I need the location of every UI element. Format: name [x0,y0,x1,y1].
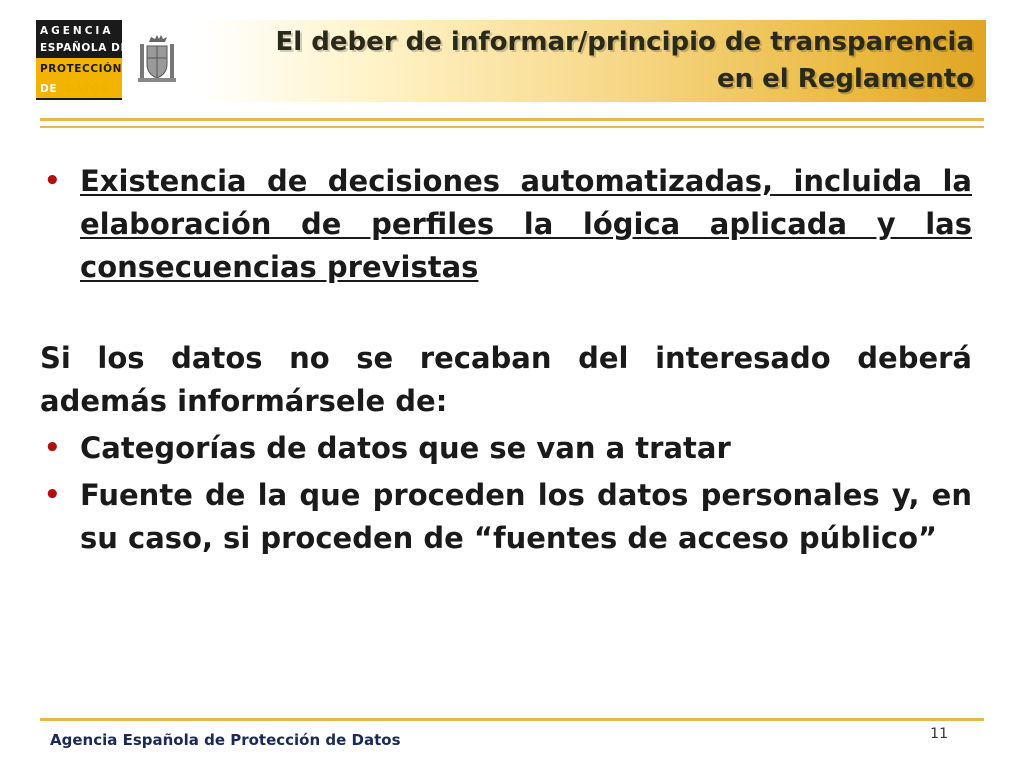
footer-divider [40,718,984,721]
logo-line-1: AGENCIA [40,25,114,37]
bullet-icon: • [44,480,61,510]
logo-line-3: PROTECCIÓN [40,63,123,75]
slide-header [0,0,1024,128]
slide-body [40,160,972,560]
logo-line-2: ESPAÑOLA DE [40,42,129,54]
intro-paragraph: Si los datos no se recaban del interesado deberá además informársele de: [40,341,972,418]
logo-line-4-b: DATOS [65,83,109,95]
bullet-icon: • [44,166,61,196]
logo-line-4-a: DE [40,83,58,95]
header-divider [40,118,984,121]
coat-of-arms-icon [136,34,178,86]
bullet-item-data-source [40,474,972,560]
bullet-text: Categorías de datos que se van a tratar [80,431,731,465]
footer-organization: Agencia Española de Protección de Datos [50,731,401,749]
slide-title: El deber de informar/principio de transparencia en el Reglamento [275,27,974,94]
header-divider-secondary [40,126,984,128]
bullet-item-automated-decisions [40,160,972,289]
bullet-text: Existencia de decisiones automatizadas, incluida la elaboración de perfiles la lógica aplicada y las consecuencias previstas [80,164,972,284]
agency-logo [36,20,129,100]
page-number: 11 [930,726,948,742]
title-bar [200,20,986,102]
bullet-icon: • [44,433,61,463]
bullet-item-data-categories [40,427,972,470]
bullet-text: Fuente de la que proceden los datos personales y, en su caso, si proceden de “fuentes de acceso público” [80,478,972,555]
logo-line-4 [40,83,108,95]
